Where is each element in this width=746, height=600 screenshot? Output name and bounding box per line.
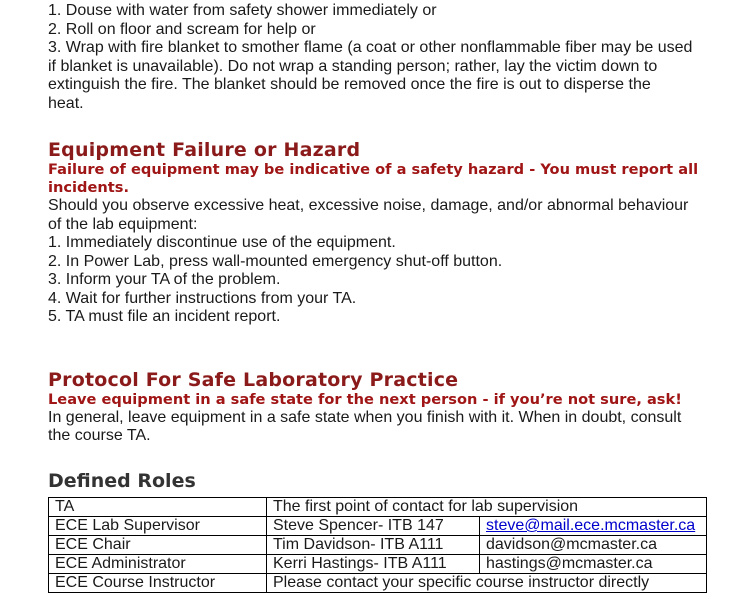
protocol-section: [48, 369, 728, 446]
email-link[interactable]: steve@mail.ece.mcmaster.ca: [486, 517, 696, 534]
fire-step-3-line-4: heat.: [48, 94, 84, 112]
equipment-step-4: 4. Wait for further instructions from your TA.: [48, 289, 357, 307]
table-row: [49, 555, 707, 574]
email-cell: hastings@mcmaster.ca: [480, 555, 707, 574]
document-page: [48, 2, 728, 492]
table-row: [49, 517, 707, 536]
protocol-heading: Protocol For Safe Laboratory Practice: [48, 368, 459, 391]
equipment-subheading-line-1: Failure of equipment may be indicative of a safety hazard - You must report all: [48, 161, 699, 178]
fire-steps: [48, 2, 728, 113]
equipment-step-2: 2. In Power Lab, press wall-mounted emergency shut-off button.: [48, 252, 503, 270]
equipment-step-5: 5. TA must file an incident report.: [48, 308, 281, 325]
role-detail-cell: The first point of contact for lab supervision: [267, 498, 707, 517]
table-row: [49, 574, 707, 593]
role-detail-cell: Kerri Hastings- ITB A111: [267, 555, 480, 574]
fire-step-1: 1. Douse with water from safety shower immediately or: [48, 2, 437, 19]
role-cell: TA: [49, 498, 267, 517]
equipment-step-3: 3. Inform your TA of the problem.: [48, 271, 281, 288]
role-detail-cell: Tim Davidson- ITB A111: [267, 536, 480, 555]
protocol-subheading: Leave equipment in a safe state for the next person - if you’re not sure, ask!: [48, 390, 682, 408]
role-detail-cell: Steve Spencer- ITB 147: [267, 517, 480, 536]
fire-step-3-line-3: extinguish the fire. The blanket should be removed once the fire is out to disperse the: [48, 76, 651, 93]
role-detail-cell: Please contact your specific course instructor directly: [267, 574, 707, 593]
email-cell: davidson@mcmaster.ca: [480, 536, 707, 555]
table-row: [49, 536, 707, 555]
role-cell: ECE Course Instructor: [49, 574, 267, 593]
roles-heading: Defined Roles: [48, 469, 196, 492]
protocol-body-line-2: the course TA.: [48, 427, 151, 444]
role-cell: ECE Lab Supervisor: [49, 517, 267, 536]
table-row: [49, 498, 707, 517]
fire-step-3-line-2: if blanket is unavailable). Do not wrap a standing person; rather, lay the victim down to: [48, 57, 658, 75]
fire-step-3-line-1: 3. Wrap with fire blanket to smother flame (a coat or other nonflammable fiber may be used: [48, 39, 693, 56]
fire-step-2: 2. Roll on floor and scream for help or: [48, 20, 316, 38]
role-cell: ECE Administrator: [49, 555, 267, 574]
role-cell: ECE Chair: [49, 536, 267, 555]
equipment-intro-line-2: of the lab equipment:: [48, 215, 198, 233]
equipment-subheading-line-2: incidents.: [48, 179, 129, 196]
roles-table: [48, 497, 707, 593]
equipment-intro-line-1: Should you observe excessive heat, excessive noise, damage, and/or abnormal behaviour: [48, 197, 689, 214]
equipment-section: [48, 139, 728, 327]
email-cell: [480, 517, 707, 536]
protocol-body-line-1: In general, leave equipment in a safe state when you finish with it. When in doubt, consult: [48, 408, 682, 426]
equipment-heading: Equipment Failure or Hazard: [48, 139, 361, 161]
equipment-step-1: 1. Immediately discontinue use of the equipment.: [48, 234, 396, 251]
